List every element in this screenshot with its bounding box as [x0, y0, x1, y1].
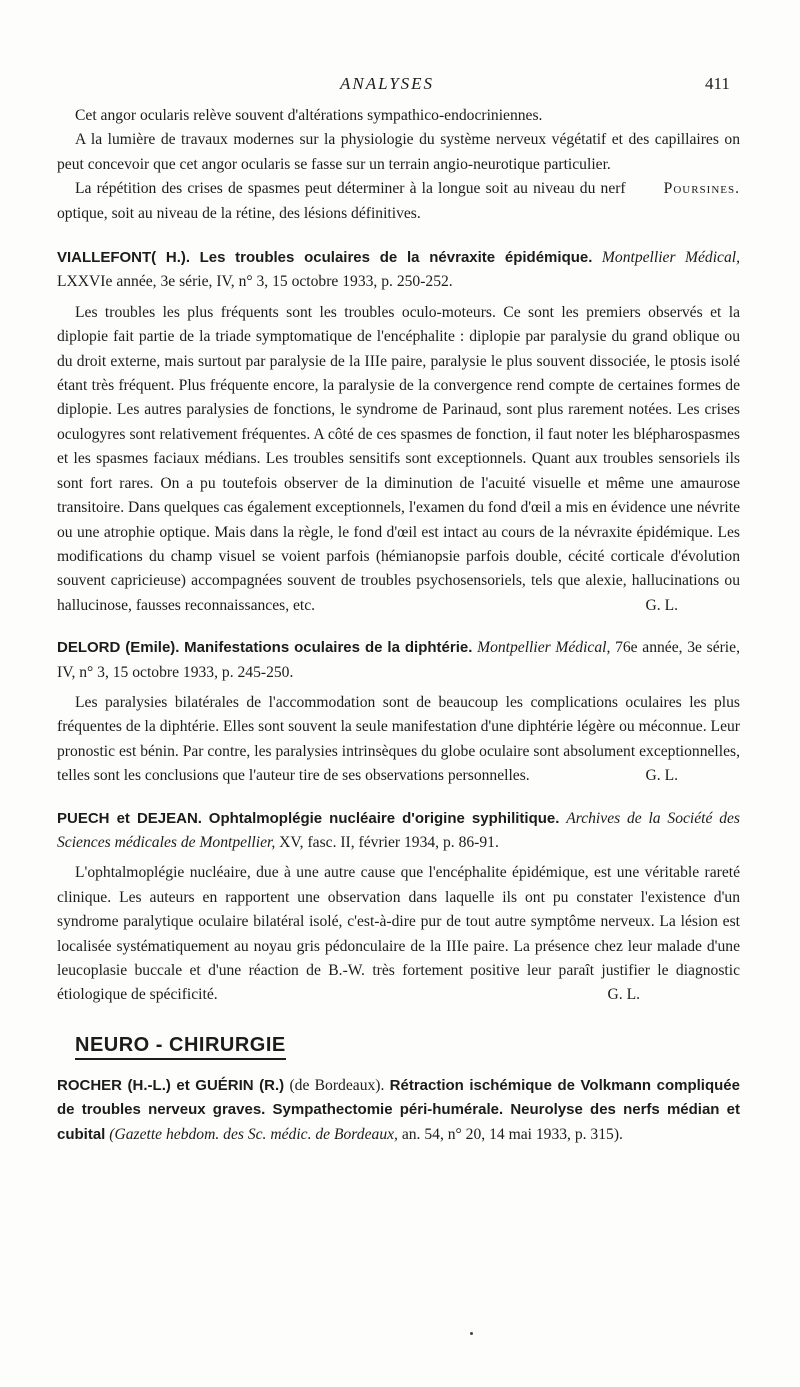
entry-title: Manifestations oculaires de la diphtérie.: [184, 639, 473, 657]
entry-journal: Montpellier Médical,: [477, 639, 611, 657]
entry-citation: [57, 246, 740, 295]
section-heading: NEURO - CHIRURGIE: [75, 1034, 286, 1060]
bibliography-entry: [57, 1074, 740, 1147]
entry-author: VIALLEFONT( H.).: [57, 249, 191, 267]
page-header: [0, 74, 800, 96]
intro-paragraph-3: [57, 177, 740, 226]
entry-reference: XV, fasc. II, février 1934, p. 86-91.: [279, 834, 499, 851]
entry-author: PUECH et DEJEAN.: [57, 809, 202, 827]
intro-paragraph-3-text: La répétition des crises de spasmes peut déterminer à la longue soit au niveau du nerf optique, soit au niveau de la rétine, des lésions définitives.: [57, 180, 626, 222]
entry-author: DELORD (Emile).: [57, 639, 180, 657]
bibliography-entry: [57, 807, 740, 1008]
page-number: 411: [705, 74, 730, 93]
ink-speck: [470, 1332, 473, 1335]
page-body: [57, 104, 740, 1147]
entry-journal: (Gazette hebdom. des Sc. médic. de Bordeaux,: [109, 1125, 398, 1143]
entry-title: Les troubles oculaires de la névraxite épidémique.: [199, 249, 593, 267]
entry-title: Ophtalmoplégie nucléaire d'origine syphilitique.: [208, 809, 560, 827]
entry-journal: Archives de la Société des Sciences médicales de Montpellier,: [57, 809, 740, 851]
entry-reference: 76e année, 3e série, IV, n° 3, 15 octobre 1933, p. 245-250.: [57, 639, 740, 681]
entry-reference: LXXVIe année, 3e série, IV, n° 3, 15 octobre 1933, p. 250-252.: [57, 273, 453, 291]
bibliography-entry: [57, 246, 740, 618]
entry-title: Rétraction ischémique de Volkmann compliquée de troubles nerveux graves. Sympathectomie péri-humérale. Neurolyse des nerfs médian et cubital: [57, 1076, 740, 1143]
entry-citation: [57, 807, 740, 856]
entry-citation: [57, 636, 740, 685]
entry-origin: (de Bordeaux).: [289, 1076, 385, 1094]
entry-abstract: Les troubles les plus fréquents sont les troubles oculo-moteurs. Ce sont les premiers observés et la diplopie fait partie de la triade symptomatique de l'encéphalite : diplopie par paralysie du grand oblique ou du droit externe, mais surtout par paralysie de la IIIe paire, paralysie le plus souvent dissociée, le ptosis isolé étant très fréquent. Plus fréquente encore, la paralysie de la convergence rend compte de certaines formes de diplopie. Les autres paralysies de fonctions, le syndrome de Parinaud, sont plus rarement notées. Les crises oculogyres sont relativement fréquentes. A côté de ces spasmes de fonction, il faut noter les blépharospasmes et les spasmes faciaux médians. Les troubles sensitifs sont exceptionnels. Quant aux troubles sensoriels ils sont fort rares. On a pu toutefois observer de la diminution de l'acuité visuelle et même une amaurose transitoire. Dans quelques cas également exceptionnels, l'examen du fond d'œil a mis en évidence une névrite ou une atrophie optique. Mais dans la règle, le fond d'œil est intact au cours de la névraxite épidémique. Les modifications du champ visuel se voient parfois (hémianopsie parfois double, cécité corticale d'évolution souvent capricieuse) accompagnées souvent de troubles psychosensoriels, tels que alexie, hallucinations ou hallucinose, fausses reconnaissances, etc.: [57, 303, 740, 614]
signature: Poursines.: [663, 180, 740, 198]
entry-abstract: L'ophtalmoplégie nucléaire, due à une autre cause que l'encéphalite épidémique, est une véritable rareté clinique. Les auteurs en rapportent une observation dans laquelle ils ont pu constater l'existence d'un syndrome paralytique oculaire bilatéral isolé, c'est-à-dire pur de tout autre symptôme nerveux. La lésion est localisée systématiquement au noyau gris pédonculaire de la IIIe paire. La présence chez leur malade d'une leucoplasie buccale et d'une réaction de B.-W. très fortement positive leur paraît justifier le diagnostic étiologique de spécificité.: [57, 864, 740, 1004]
entry-author: ROCHER (H.-L.) et GUÉRIN (R.): [57, 1076, 285, 1094]
entry-abstract: Les paralysies bilatérales de l'accommodation sont de beaucoup les complications oculaires les plus fréquentes de la diphtérie. Elles sont souvent la seule manifestation d'une diphtérie légère ou méconnue. Leur pronostic est bénin. Par contre, les paralysies intrinsèques du globe oculaire sont absolument exceptionnelles, telles sont les conclusions que l'auteur tire de ses observations personnelles.: [57, 693, 740, 785]
intro-paragraph-1: Cet angor ocularis relève souvent d'altérations sympathico-endocriniennes.: [75, 107, 543, 124]
signature: G. L.: [645, 596, 678, 614]
entry-reference: an. 54, n° 20, 14 mai 1933, p. 315).: [401, 1125, 623, 1143]
running-title: ANALYSES: [340, 74, 435, 93]
entry-journal: Montpellier Médical,: [601, 249, 741, 267]
signature: G. L.: [645, 767, 678, 785]
signature: G. L.: [607, 986, 640, 1004]
intro-paragraph-2: A la lumière de travaux modernes sur la physiologie du système nerveux végétatif et des capillaires on peut concevoir que cet angor ocularis se fasse sur un terrain angio-neurotique particulier.: [57, 131, 740, 173]
bibliography-entry: [57, 636, 740, 788]
